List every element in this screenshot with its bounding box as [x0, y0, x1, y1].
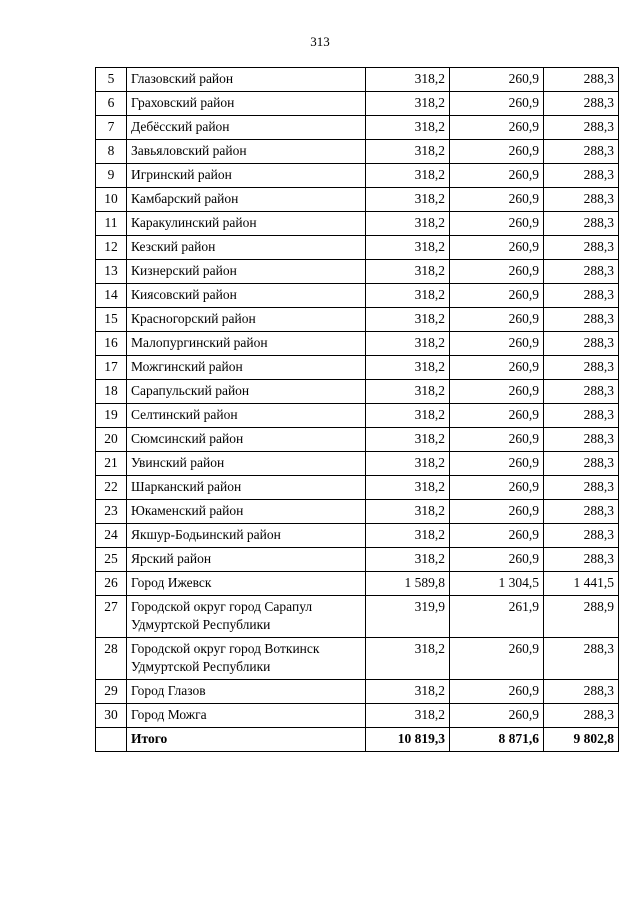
value-col-2: 260,9 — [450, 92, 544, 116]
municipality-name: Киясовский район — [127, 284, 366, 308]
value-col-3: 288,3 — [544, 500, 619, 524]
municipality-name: Красногорский район — [127, 308, 366, 332]
value-col-1: 318,2 — [366, 140, 450, 164]
municipality-name: Кезский район — [127, 236, 366, 260]
value-col-2: 260,9 — [450, 68, 544, 92]
table-row — [96, 638, 619, 680]
value-col-1: 318,2 — [366, 92, 450, 116]
row-number: 19 — [96, 404, 127, 428]
municipality-name: Граховский район — [127, 92, 366, 116]
value-col-1: 318,2 — [366, 548, 450, 572]
value-col-1: 318,2 — [366, 404, 450, 428]
value-col-2: 260,9 — [450, 356, 544, 380]
row-number: 21 — [96, 452, 127, 476]
value-col-1: 318,2 — [366, 704, 450, 728]
value-col-1: 318,2 — [366, 500, 450, 524]
municipality-name: Ярский район — [127, 548, 366, 572]
table-body — [96, 68, 619, 752]
table-row — [96, 236, 619, 260]
value-col-2: 260,9 — [450, 704, 544, 728]
municipality-name: Увинский район — [127, 452, 366, 476]
value-col-3: 288,3 — [544, 92, 619, 116]
row-number: 20 — [96, 428, 127, 452]
value-col-1: 318,2 — [366, 638, 450, 680]
row-number: 7 — [96, 116, 127, 140]
municipality-name: Каракулинский район — [127, 212, 366, 236]
value-col-2: 8 871,6 — [450, 728, 544, 752]
value-col-1: 10 819,3 — [366, 728, 450, 752]
row-number: 16 — [96, 332, 127, 356]
municipality-name: Якшур-Бодьинский район — [127, 524, 366, 548]
municipality-name: Город Можга — [127, 704, 366, 728]
row-number: 25 — [96, 548, 127, 572]
value-col-2: 260,9 — [450, 236, 544, 260]
value-col-3: 288,3 — [544, 212, 619, 236]
table-row — [96, 680, 619, 704]
value-col-3: 288,3 — [544, 704, 619, 728]
table-row — [96, 140, 619, 164]
table-row — [96, 524, 619, 548]
value-col-1: 319,9 — [366, 596, 450, 638]
table-total-row — [96, 728, 619, 752]
value-col-3: 288,3 — [544, 380, 619, 404]
value-col-3: 288,3 — [544, 428, 619, 452]
table-row — [96, 404, 619, 428]
value-col-2: 260,9 — [450, 500, 544, 524]
table-row — [96, 356, 619, 380]
table-row — [96, 500, 619, 524]
value-col-3: 288,3 — [544, 68, 619, 92]
municipality-name: Можгинский район — [127, 356, 366, 380]
municipality-name: Камбарский район — [127, 188, 366, 212]
table-row — [96, 476, 619, 500]
value-col-3: 9 802,8 — [544, 728, 619, 752]
table-row — [96, 308, 619, 332]
table-row — [96, 260, 619, 284]
municipality-name: Селтинский район — [127, 404, 366, 428]
row-number: 17 — [96, 356, 127, 380]
value-col-2: 260,9 — [450, 140, 544, 164]
row-number: 23 — [96, 500, 127, 524]
value-col-1: 318,2 — [366, 428, 450, 452]
municipality-name: Городской округ город Воткинск Удмуртской Республики — [127, 638, 366, 680]
table-row — [96, 188, 619, 212]
value-col-3: 288,3 — [544, 164, 619, 188]
table-row — [96, 596, 619, 638]
value-col-3: 288,3 — [544, 140, 619, 164]
municipality-name: Итого — [127, 728, 366, 752]
value-col-3: 288,3 — [544, 356, 619, 380]
value-col-3: 288,3 — [544, 404, 619, 428]
row-number: 5 — [96, 68, 127, 92]
municipality-name: Дебёсский район — [127, 116, 366, 140]
row-number: 22 — [96, 476, 127, 500]
value-col-1: 318,2 — [366, 68, 450, 92]
value-col-2: 260,9 — [450, 404, 544, 428]
value-col-1: 318,2 — [366, 164, 450, 188]
table-row — [96, 452, 619, 476]
row-number: 10 — [96, 188, 127, 212]
municipality-name: Завьяловский район — [127, 140, 366, 164]
municipality-name: Юкаменский район — [127, 500, 366, 524]
municipality-name: Городской округ город Сарапул Удмуртской Республики — [127, 596, 366, 638]
row-number: 14 — [96, 284, 127, 308]
value-col-1: 318,2 — [366, 524, 450, 548]
value-col-2: 260,9 — [450, 212, 544, 236]
allocation-table — [95, 67, 619, 752]
value-col-2: 260,9 — [450, 188, 544, 212]
municipality-name: Малопургинский район — [127, 332, 366, 356]
value-col-2: 260,9 — [450, 524, 544, 548]
value-col-1: 1 589,8 — [366, 572, 450, 596]
value-col-2: 260,9 — [450, 428, 544, 452]
value-col-2: 260,9 — [450, 308, 544, 332]
value-col-3: 288,3 — [544, 638, 619, 680]
value-col-2: 260,9 — [450, 548, 544, 572]
row-number: 24 — [96, 524, 127, 548]
table-row — [96, 704, 619, 728]
row-number: 12 — [96, 236, 127, 260]
value-col-3: 288,3 — [544, 188, 619, 212]
page-number: 313 — [310, 34, 330, 49]
value-col-2: 260,9 — [450, 476, 544, 500]
table-row — [96, 428, 619, 452]
value-col-1: 318,2 — [366, 260, 450, 284]
table-row — [96, 68, 619, 92]
value-col-3: 288,3 — [544, 476, 619, 500]
municipality-name: Город Глазов — [127, 680, 366, 704]
table-row — [96, 284, 619, 308]
value-col-3: 288,3 — [544, 116, 619, 140]
value-col-2: 260,9 — [450, 680, 544, 704]
value-col-2: 1 304,5 — [450, 572, 544, 596]
row-number: 28 — [96, 638, 127, 680]
value-col-1: 318,2 — [366, 356, 450, 380]
value-col-3: 288,3 — [544, 524, 619, 548]
table-row — [96, 212, 619, 236]
value-col-2: 260,9 — [450, 260, 544, 284]
value-col-2: 261,9 — [450, 596, 544, 638]
table-row — [96, 92, 619, 116]
value-col-3: 288,3 — [544, 260, 619, 284]
value-col-1: 318,2 — [366, 308, 450, 332]
municipality-name: Шарканский район — [127, 476, 366, 500]
value-col-3: 288,3 — [544, 308, 619, 332]
row-number: 8 — [96, 140, 127, 164]
municipality-name: Глазовский район — [127, 68, 366, 92]
value-col-2: 260,9 — [450, 116, 544, 140]
row-number: 9 — [96, 164, 127, 188]
table-row — [96, 548, 619, 572]
value-col-3: 1 441,5 — [544, 572, 619, 596]
value-col-1: 318,2 — [366, 332, 450, 356]
municipality-name: Кизнерский район — [127, 260, 366, 284]
row-number: 11 — [96, 212, 127, 236]
value-col-2: 260,9 — [450, 452, 544, 476]
value-col-3: 288,3 — [544, 548, 619, 572]
row-number: 27 — [96, 596, 127, 638]
municipality-name: Сюмсинский район — [127, 428, 366, 452]
value-col-1: 318,2 — [366, 476, 450, 500]
value-col-2: 260,9 — [450, 380, 544, 404]
value-col-2: 260,9 — [450, 332, 544, 356]
row-number: 26 — [96, 572, 127, 596]
value-col-2: 260,9 — [450, 638, 544, 680]
value-col-2: 260,9 — [450, 164, 544, 188]
row-number: 6 — [96, 92, 127, 116]
row-number: 30 — [96, 704, 127, 728]
value-col-1: 318,2 — [366, 188, 450, 212]
value-col-1: 318,2 — [366, 680, 450, 704]
value-col-2: 260,9 — [450, 284, 544, 308]
value-col-1: 318,2 — [366, 284, 450, 308]
value-col-3: 288,3 — [544, 236, 619, 260]
row-number: 13 — [96, 260, 127, 284]
value-col-1: 318,2 — [366, 452, 450, 476]
municipality-name: Город Ижевск — [127, 572, 366, 596]
value-col-1: 318,2 — [366, 236, 450, 260]
table-row — [96, 332, 619, 356]
row-number: 29 — [96, 680, 127, 704]
value-col-3: 288,9 — [544, 596, 619, 638]
table-row — [96, 116, 619, 140]
value-col-1: 318,2 — [366, 380, 450, 404]
table-row — [96, 572, 619, 596]
table-row — [96, 380, 619, 404]
value-col-3: 288,3 — [544, 680, 619, 704]
value-col-3: 288,3 — [544, 284, 619, 308]
value-col-3: 288,3 — [544, 452, 619, 476]
value-col-1: 318,2 — [366, 116, 450, 140]
value-col-3: 288,3 — [544, 332, 619, 356]
municipality-name: Игринский район — [127, 164, 366, 188]
row-number — [96, 728, 127, 752]
row-number: 15 — [96, 308, 127, 332]
value-col-1: 318,2 — [366, 212, 450, 236]
table-row — [96, 164, 619, 188]
municipality-name: Сарапульский район — [127, 380, 366, 404]
row-number: 18 — [96, 380, 127, 404]
